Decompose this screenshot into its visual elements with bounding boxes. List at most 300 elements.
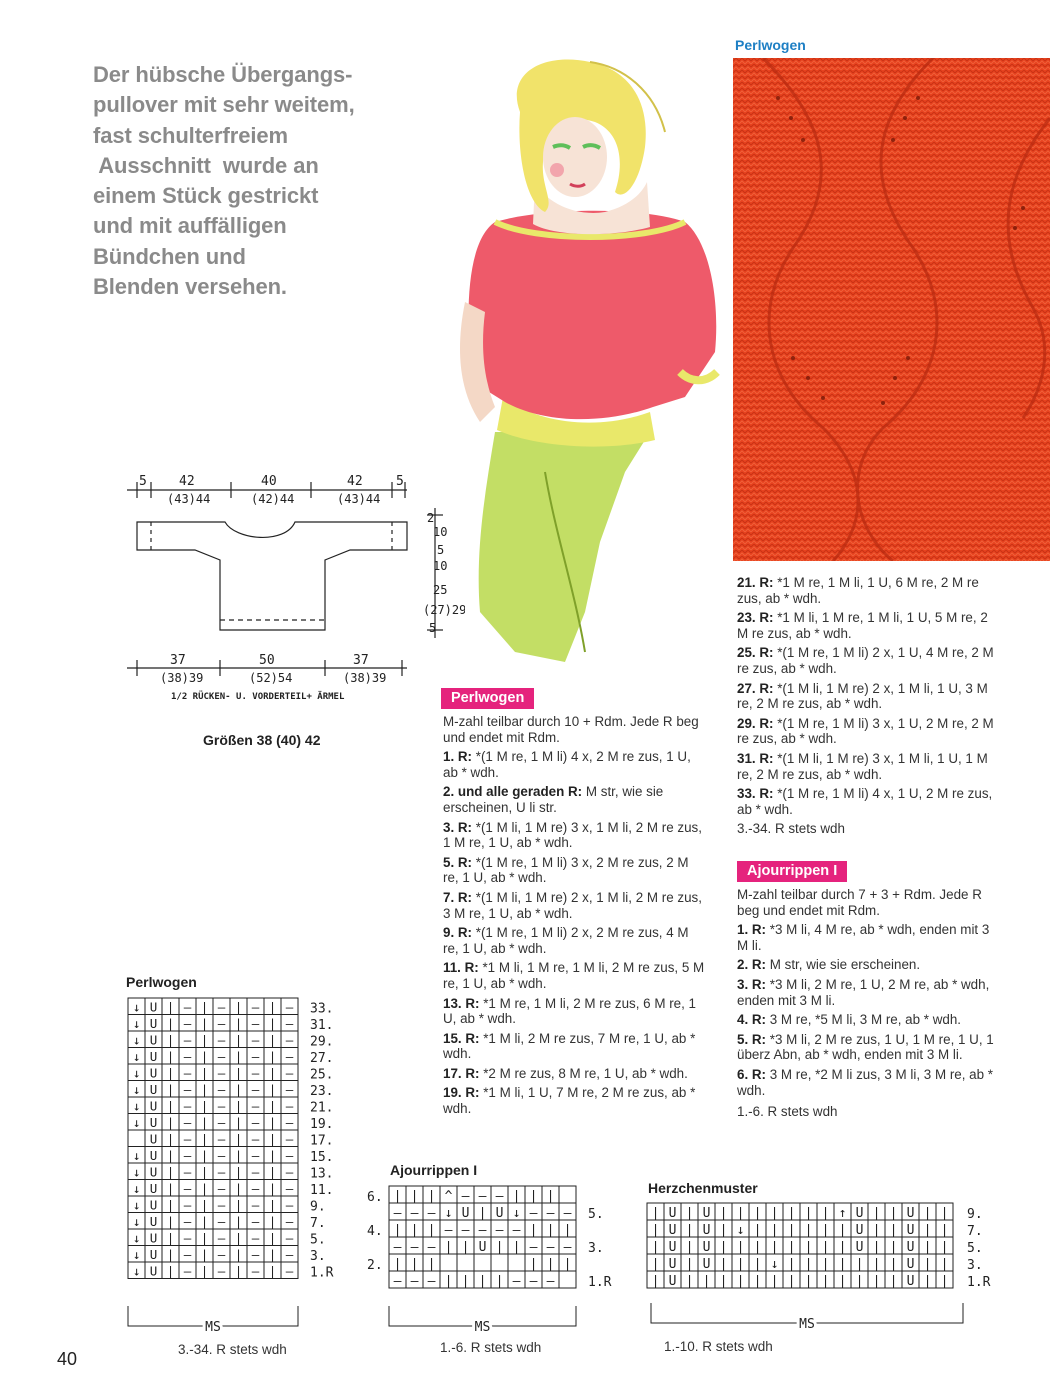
instruction-row: 9. R: *(1 M re, 1 M li) 2 x, 2 M re zus, 4 M re, 1 U, ab * wdh. <box>443 925 689 956</box>
chart-symbol: | <box>166 1049 175 1064</box>
chart-symbol: | <box>268 1098 277 1114</box>
chart-symbol: | <box>200 1082 209 1097</box>
chart-symbol: U <box>702 1257 711 1272</box>
chart-symbol: | <box>753 1223 762 1238</box>
chart-symbol: | <box>889 1257 898 1272</box>
chart-cell <box>559 1271 576 1288</box>
chart-symbol: — <box>251 1181 260 1196</box>
chart-symbol: | <box>200 1214 209 1229</box>
chart-symbol: | <box>166 1247 175 1262</box>
chart-symbol: U <box>906 1206 915 1221</box>
chart-symbol: U <box>855 1206 864 1221</box>
chart-symbol: | <box>889 1223 898 1238</box>
row-label: 6. <box>367 1190 383 1205</box>
chart-symbol: | <box>268 1164 277 1180</box>
chart-symbol: | <box>200 1247 209 1262</box>
chart-symbol: — <box>251 1230 260 1246</box>
chart-perlwogen <box>126 996 356 1346</box>
chart-symbol: — <box>183 1082 192 1097</box>
chart-symbol: — <box>410 1240 419 1255</box>
chart-symbol: | <box>427 1223 436 1238</box>
chart-symbol: | <box>872 1240 881 1255</box>
chart-symbol: | <box>685 1206 694 1221</box>
chart-symbol: | <box>268 1049 277 1064</box>
dim-label: 10 <box>433 525 448 539</box>
chart-symbol: | <box>461 1240 470 1255</box>
dim-label: (43)44 <box>337 492 381 506</box>
chart-symbol: | <box>872 1274 881 1289</box>
instruction-repeat: 1.-6. R stets wdh <box>737 1104 838 1120</box>
row-label: 5. <box>588 1207 604 1222</box>
chart-symbol: | <box>234 1230 243 1246</box>
chart-symbol: U <box>149 1098 158 1114</box>
chart-symbol: — <box>183 1032 192 1048</box>
chart-symbol: | <box>872 1257 881 1272</box>
chart-symbol: | <box>529 1257 538 1272</box>
chart-symbol: — <box>546 1274 555 1289</box>
chart-symbol: — <box>251 1197 260 1213</box>
chart-symbol: | <box>200 1230 209 1246</box>
headline-line: fast schulterfreiem <box>93 122 288 148</box>
chart-symbol: — <box>478 1189 487 1204</box>
chart-symbol: ↓ <box>132 1016 141 1031</box>
chart-symbol: — <box>217 1230 226 1246</box>
chart-symbol: | <box>234 1065 243 1081</box>
chart-symbol: U <box>149 1247 158 1262</box>
chart-symbol: | <box>234 999 243 1015</box>
chart-symbol: — <box>410 1274 419 1289</box>
chart-symbol: U <box>855 1240 864 1255</box>
instruction-row: 11. R: *1 M li, 1 M re, 1 M li, 2 M re zus, 5 M re, 1 U, ab * wdh. <box>443 960 705 991</box>
chart-symbol: | <box>234 1214 243 1229</box>
chart-symbol: | <box>889 1274 898 1289</box>
chart-symbol: — <box>251 1247 260 1262</box>
page-number: 40 <box>57 1349 78 1369</box>
chart-symbol: | <box>166 1181 175 1196</box>
chart-symbol: | <box>753 1240 762 1255</box>
chart-symbol: | <box>563 1223 572 1238</box>
chart-cell <box>440 1254 457 1271</box>
chart-symbol: — <box>251 1148 260 1163</box>
chart-symbol: | <box>234 1131 243 1147</box>
chart-symbol: | <box>821 1240 830 1255</box>
chart-symbol: | <box>719 1223 728 1238</box>
chart-symbol: — <box>183 1131 192 1147</box>
row-label: 23. <box>310 1084 334 1099</box>
chart-symbol: | <box>427 1257 436 1272</box>
chart-symbol: | <box>685 1240 694 1255</box>
instruction-row: 25. R: *(1 M re, 1 M li) 2 x, 1 U, 4 M re, 2 M re zus, ab * wdh. <box>737 645 994 676</box>
chart-symbol: ↓ <box>132 1032 141 1048</box>
dim-label: 5 <box>429 621 437 635</box>
chart-symbol: | <box>804 1240 813 1255</box>
chart-symbol: | <box>940 1240 949 1255</box>
chart-symbol: ^ <box>444 1189 453 1204</box>
perlwogen-instructions <box>443 714 705 1121</box>
chart-symbol: — <box>217 1049 226 1064</box>
chart-symbol: | <box>940 1206 949 1221</box>
chart-symbol: | <box>889 1206 898 1221</box>
chart-symbol: U <box>668 1274 677 1289</box>
chart-symbol: | <box>855 1257 864 1272</box>
row-label: 21. <box>310 1100 334 1116</box>
chart-symbol: | <box>268 1065 277 1081</box>
chart-symbol: | <box>200 1164 209 1180</box>
chart-symbol: | <box>234 1016 243 1031</box>
chart-grid <box>647 1203 953 1289</box>
chart-symbol: U <box>149 1197 158 1213</box>
repeat-label: MS <box>799 1317 815 1332</box>
chart-symbol: — <box>478 1223 487 1238</box>
chart-symbol: — <box>217 1082 226 1097</box>
row-label: 33. <box>310 1001 334 1017</box>
chart-symbol: — <box>183 1164 192 1180</box>
chart-symbol: — <box>217 1065 226 1081</box>
chart-symbol: | <box>546 1223 555 1238</box>
instruction-row: 1. R: *3 M li, 4 M re, ab * wdh, enden mit 3 M li. <box>737 922 990 953</box>
chart-symbol: | <box>166 1263 175 1279</box>
chart-symbol: U <box>149 1214 158 1229</box>
headline-line: und mit auffälligen <box>93 213 287 239</box>
chart-herz <box>645 1201 1005 1341</box>
chart-symbol: | <box>200 1049 209 1064</box>
row-label: 19. <box>310 1117 334 1132</box>
chart-symbol: ↓ <box>132 1082 141 1097</box>
chart-symbol: ↓ <box>132 1049 141 1064</box>
chart-symbol: | <box>770 1240 779 1255</box>
chart-symbol: | <box>268 1197 277 1213</box>
chart-symbol: U <box>702 1206 711 1221</box>
chart-symbol: | <box>200 1098 209 1114</box>
chart-symbol: U <box>149 1032 158 1048</box>
chart-symbol: U <box>149 1263 158 1279</box>
chart-symbol: | <box>200 1148 209 1163</box>
chart-symbol: | <box>444 1240 453 1255</box>
chart-symbol: — <box>563 1206 572 1221</box>
chart-symbol: — <box>285 1230 294 1246</box>
instruction-intro: M-zahl teilbar durch 10 + Rdm. Jede R beg und endet mit Rdm. <box>443 714 699 745</box>
chart-symbol: | <box>234 1197 243 1213</box>
chart-symbol: U <box>668 1223 677 1238</box>
chart-symbol: | <box>719 1274 728 1289</box>
chart-symbol: — <box>495 1223 504 1238</box>
instruction-row: 21. R: *1 M re, 1 M li, 1 U, 6 M re, 2 M re zus, ab * wdh. <box>737 575 979 606</box>
chart-symbol: — <box>546 1206 555 1221</box>
dim-label: 5 <box>139 474 147 489</box>
chart-symbol: — <box>251 999 260 1015</box>
instruction-row: 13. R: *1 M re, 1 M li, 2 M re zus, 6 M re, 1 U, ab * wdh. <box>443 995 697 1027</box>
chart-symbol: — <box>183 1115 192 1130</box>
chart-symbol: | <box>546 1189 555 1204</box>
chart-symbol: U <box>906 1240 915 1255</box>
chart-symbol: — <box>251 1214 260 1229</box>
chart-symbol: | <box>393 1257 402 1272</box>
chart-symbol: | <box>719 1206 728 1221</box>
chart-symbol: | <box>410 1223 419 1238</box>
chart-symbol: | <box>719 1240 728 1255</box>
chart-symbol: | <box>736 1206 745 1221</box>
chart-symbol: | <box>787 1223 796 1238</box>
dim-label: 25 <box>433 583 448 597</box>
chart-symbol: | <box>234 1263 243 1279</box>
chart-symbol: | <box>393 1189 402 1204</box>
dim-label: (38)39 <box>343 671 387 685</box>
chart-symbol: | <box>495 1240 504 1255</box>
chart-symbol: | <box>651 1206 660 1221</box>
headline-line: Blenden versehen. <box>93 274 287 300</box>
chart-symbol: — <box>563 1240 572 1255</box>
chart-symbol: | <box>940 1223 949 1238</box>
chart-symbol: | <box>200 999 209 1015</box>
chart-symbol: — <box>512 1223 521 1238</box>
knit-sample-photo <box>733 58 1050 561</box>
chart-symbol: | <box>529 1223 538 1238</box>
chart-symbol: | <box>410 1257 419 1272</box>
chart-symbol: | <box>200 1032 209 1048</box>
chart-symbol: ↓ <box>132 1197 141 1213</box>
chart-symbol: U <box>149 1181 158 1196</box>
chart-symbol: | <box>872 1206 881 1221</box>
chart-symbol: | <box>685 1257 694 1272</box>
chart-symbol: — <box>512 1274 521 1289</box>
chart-symbol: — <box>217 999 226 1015</box>
chart-symbol: | <box>268 1032 277 1048</box>
chart-symbol: | <box>923 1257 932 1272</box>
chart-symbol: | <box>166 1065 175 1081</box>
chart-symbol: — <box>427 1240 436 1255</box>
chart-symbol: | <box>495 1274 504 1289</box>
perlwogen-instructions-cont <box>737 575 999 841</box>
section-tag-ajourrippen: Ajourrippen I <box>737 861 847 882</box>
dim-label: (52)54 <box>249 671 293 685</box>
instruction-row: 29. R: *(1 M re, 1 M li) 3 x, 1 U, 2 M re, 2 M re zus, ab * wdh. <box>737 715 994 747</box>
chart-symbol: | <box>923 1223 932 1238</box>
chart-symbol: | <box>736 1257 745 1272</box>
chart-symbol: | <box>268 999 277 1015</box>
chart-symbol: | <box>166 1016 175 1031</box>
chart-symbol: | <box>821 1223 830 1238</box>
chart-symbol: | <box>563 1257 572 1272</box>
chart-symbol: | <box>770 1223 779 1238</box>
chart-symbol: U <box>149 1082 158 1097</box>
chart-symbol: U <box>668 1257 677 1272</box>
chart-foot-ajour: 1.-6. R stets wdh <box>440 1340 542 1355</box>
chart-grid <box>389 1186 576 1289</box>
chart-title-ajour: Ajourrippen I <box>390 1162 478 1178</box>
chart-symbol: — <box>183 1098 192 1114</box>
chart-symbol: — <box>529 1206 538 1221</box>
row-label: 3. <box>967 1258 983 1273</box>
row-label: 4. <box>367 1224 383 1239</box>
row-label: 1.R <box>310 1265 334 1281</box>
instruction-row: 2. R: M str, wie sie erscheinen. <box>737 957 921 973</box>
dim-label: (27)29 <box>423 603 465 617</box>
row-label: 13. <box>310 1166 334 1182</box>
chart-symbol: — <box>217 1181 226 1196</box>
garment-schematic <box>115 470 465 710</box>
chart-symbol: | <box>268 1230 277 1246</box>
chart-symbol: | <box>200 1016 209 1031</box>
chart-symbol: ↓ <box>132 1247 141 1262</box>
chart-symbol: — <box>285 1098 294 1114</box>
row-label: 9. <box>310 1199 326 1215</box>
chart-symbol: | <box>736 1240 745 1255</box>
chart-symbol: | <box>268 1263 277 1279</box>
row-label: 27. <box>310 1051 334 1066</box>
chart-symbol: | <box>461 1274 470 1289</box>
chart-symbol: — <box>285 1016 294 1031</box>
chart-symbol: | <box>512 1189 521 1204</box>
chart-symbol: U <box>906 1223 915 1238</box>
chart-symbol: | <box>234 1049 243 1064</box>
chart-symbol: — <box>427 1274 436 1289</box>
chart-symbol: | <box>787 1257 796 1272</box>
chart-symbol: ↓ <box>132 1214 141 1229</box>
chart-symbol: | <box>478 1274 487 1289</box>
chart-symbol: | <box>787 1274 796 1289</box>
chart-symbol: ↓ <box>512 1206 521 1221</box>
chart-symbol: — <box>285 1049 294 1064</box>
chart-symbol: — <box>217 1197 226 1213</box>
chart-symbol: | <box>427 1189 436 1204</box>
chart-symbol: — <box>251 1098 260 1114</box>
chart-symbol: — <box>183 1065 192 1081</box>
instruction-row: 27. R: *(1 M li, 1 M re) 2 x, 1 M li, 1 U, 3 M re, 2 M re zus, ab * wdh. <box>737 680 988 712</box>
chart-symbol: — <box>217 1263 226 1279</box>
instruction-row: 3. R: *(1 M li, 1 M re) 3 x, 1 M li, 2 M re zus, 1 M re, 1 U, ab * wdh. <box>443 819 702 851</box>
chart-symbol: — <box>251 1131 260 1147</box>
chart-symbol: | <box>923 1206 932 1221</box>
schematic-caption: 1/2 RÜCKEN- U. VORDERTEIL+ ÄRMEL <box>171 692 345 702</box>
chart-symbol: | <box>234 1148 243 1163</box>
instruction-repeat: 3.-34. R stets wdh <box>737 821 845 837</box>
chart-symbol: | <box>821 1274 830 1289</box>
chart-symbol: — <box>251 1263 260 1279</box>
chart-symbol: — <box>285 999 294 1015</box>
chart-symbol: | <box>268 1148 277 1163</box>
chart-cell <box>491 1254 508 1271</box>
chart-symbol: | <box>268 1082 277 1097</box>
chart-symbol: — <box>217 1247 226 1262</box>
instruction-row: 15. R: *1 M li, 2 M re zus, 7 M re, 1 U, ab * wdh. <box>443 1030 696 1062</box>
chart-symbol: — <box>217 1214 226 1229</box>
chart-symbol: — <box>285 1131 294 1147</box>
chart-symbol: — <box>217 1115 226 1130</box>
chart-foot-perlwogen: 3.-34. R stets wdh <box>178 1342 287 1357</box>
chart-symbol: | <box>685 1274 694 1289</box>
chart-symbol: | <box>651 1257 660 1272</box>
chart-symbol: | <box>166 1082 175 1097</box>
chart-symbol: | <box>200 1181 209 1196</box>
chart-symbol: | <box>753 1257 762 1272</box>
headline-line: pullover mit sehr weitem, <box>93 92 355 118</box>
chart-symbol: | <box>838 1274 847 1289</box>
chart-symbol: ↓ <box>132 1115 141 1130</box>
chart-symbol: ↓ <box>132 1065 141 1081</box>
dim-label: (38)39 <box>160 671 204 685</box>
chart-symbol: — <box>251 1065 260 1081</box>
chart-symbol: | <box>923 1274 932 1289</box>
chart-symbol: — <box>461 1223 470 1238</box>
chart-symbol: | <box>444 1274 453 1289</box>
chart-symbol: — <box>285 1065 294 1081</box>
section-tag-perlwogen: Perlwogen <box>441 688 534 709</box>
instruction-row: 6. R: 3 M re, *2 M li zus, 3 M li, 3 M re, ab * wdh. <box>737 1066 993 1098</box>
row-label: 7. <box>310 1216 326 1231</box>
chart-symbol: — <box>393 1206 402 1221</box>
row-label: 5. <box>310 1232 326 1248</box>
chart-symbol: — <box>410 1206 419 1221</box>
chart-symbol: U <box>149 999 158 1015</box>
fashion-illustration <box>425 52 745 672</box>
chart-symbol: — <box>217 1164 226 1180</box>
dim-label: 40 <box>261 474 277 489</box>
chart-symbol: ↓ <box>444 1206 453 1221</box>
chart-symbol: | <box>821 1257 830 1272</box>
dim-label: 37 <box>170 653 186 668</box>
chart-symbol: | <box>651 1240 660 1255</box>
chart-symbol: — <box>444 1223 453 1238</box>
chart-symbol: | <box>753 1206 762 1221</box>
chart-symbol: | <box>268 1115 277 1130</box>
chart-symbol: — <box>529 1274 538 1289</box>
chart-symbol: ↓ <box>132 1230 141 1246</box>
chart-cell <box>128 1130 145 1147</box>
dim-label: 37 <box>353 653 369 668</box>
chart-symbol: — <box>217 1098 226 1114</box>
chart-symbol: — <box>251 1082 260 1097</box>
row-label: 9. <box>967 1207 983 1222</box>
headline-line: Ausschnitt wurde an <box>93 152 319 178</box>
chart-symbol: U <box>906 1257 915 1272</box>
chart-symbol: — <box>217 1032 226 1048</box>
chart-symbol: — <box>529 1240 538 1255</box>
dim-label: 42 <box>347 474 363 489</box>
chart-symbol: — <box>217 1016 226 1031</box>
instruction-row: 5. R: *3 M li, 2 M re zus, 1 U, 1 M re, 1 U, 1 überz Abn, ab * wdh, enden mit 3 M li. <box>737 1031 994 1063</box>
instruction-row: 23. R: *1 M li, 1 M re, 1 M li, 1 U, 5 M re, 2 M re zus, ab * wdh. <box>737 610 988 641</box>
chart-symbol: | <box>736 1274 745 1289</box>
dim-label: (43)44 <box>167 492 211 506</box>
ajourrippen-instructions <box>737 887 999 1124</box>
chart-symbol: U <box>906 1274 915 1289</box>
chart-symbol: | <box>821 1206 830 1221</box>
chart-symbol: | <box>234 1082 243 1097</box>
row-label: 5. <box>967 1241 983 1256</box>
chart-cell <box>457 1254 474 1271</box>
chart-symbol: | <box>923 1240 932 1255</box>
instruction-row: 2. und alle geraden R: M str, wie sie erscheinen, U li str. <box>443 784 664 815</box>
chart-symbol: U <box>149 1065 158 1081</box>
chart-symbol: | <box>200 1263 209 1279</box>
chart-symbol: | <box>268 1214 277 1229</box>
chart-symbol: — <box>183 1181 192 1196</box>
chart-symbol: | <box>268 1181 277 1196</box>
chart-cell <box>508 1254 525 1271</box>
chart-symbol: U <box>149 1016 158 1031</box>
chart-symbol: U <box>149 1131 158 1147</box>
chart-symbol: | <box>166 1164 175 1180</box>
chart-symbol: | <box>268 1016 277 1031</box>
chart-symbol: — <box>251 1032 260 1048</box>
chart-symbol: ↓ <box>770 1257 779 1272</box>
chart-symbol: U <box>702 1223 711 1238</box>
chart-symbol: | <box>770 1274 779 1289</box>
chart-symbol: | <box>166 1098 175 1114</box>
chart-symbol: | <box>838 1223 847 1238</box>
chart-symbol: | <box>200 1115 209 1130</box>
chart-symbol: | <box>889 1240 898 1255</box>
